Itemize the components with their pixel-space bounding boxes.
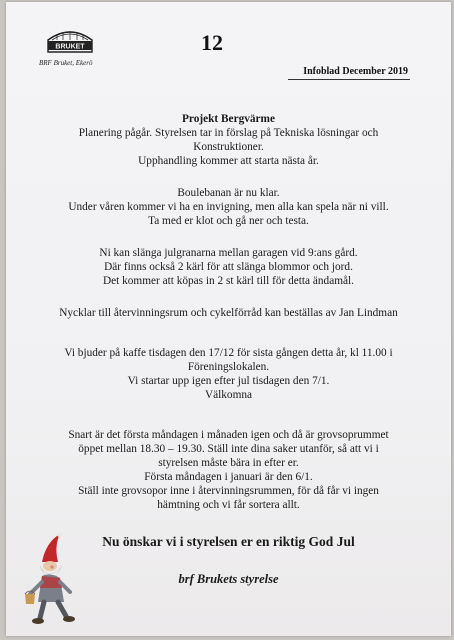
org-name: BRF Bruket, Ekerö <box>39 59 93 67</box>
waste-section <box>36 428 421 512</box>
boule-line: Ta med er klot och gå ner och testa. <box>148 215 309 227</box>
boule-section <box>36 186 421 228</box>
christmas-greeting: Nu önskar vi i styrelsen er en riktig God Jul <box>102 534 355 549</box>
waste-line: Första måndagen i januari är den 6/1. <box>144 471 313 483</box>
waste-line: Snart är det första måndagen i månaden igen och då är grovsoprummet <box>68 429 389 441</box>
christmas-tree-line: Det kommer att köpas in 2 st kärl till för detta ändamål. <box>103 275 354 287</box>
coffee-line: Vi bjuder på kaffe tisdagen den 17/12 för sista gången detta år, kl 11.00 i <box>64 347 393 359</box>
christmas-tree-line: Ni kan slänga julgranarna mellan garagen vid 9:ans gård. <box>99 247 358 259</box>
coffee-line: Föreningslokalen. <box>187 361 270 373</box>
coffee-section <box>36 346 421 402</box>
keys-line: Nycklar till återvinningsrum och cykelförråd kan beställas av Jan Lindman <box>59 307 398 319</box>
coffee-line: Vi startar upp igen efter jul tisdagen den 7/1. <box>127 375 330 387</box>
boule-line: Boulebanan är nu klar. <box>177 187 280 199</box>
project-line: Planering pågår. Styrelsen tar in förslag på Tekniska lösningar och <box>78 127 379 139</box>
newsletter-page <box>6 2 451 636</box>
project-heading: Projekt Bergvärme <box>182 113 275 125</box>
waste-line: styrelsen måste bära in efter er. <box>158 457 299 469</box>
keys-section <box>36 306 421 320</box>
issue-label: Infoblad December 2019 <box>303 66 408 77</box>
signature: brf Brukets styrelse <box>178 572 279 586</box>
waste-line: hämtning och vi får sortera allt. <box>157 499 300 511</box>
bruket-logo <box>44 26 96 58</box>
page-number: 12 <box>201 30 223 55</box>
project-section <box>36 112 421 168</box>
project-line: Konstruktioner. <box>193 141 264 153</box>
christmas-tree-section <box>36 246 421 288</box>
newsletter-body <box>36 112 421 586</box>
svg-text:BRUKET: BRUKET <box>55 43 85 51</box>
boule-line: Under våren kommer vi ha en invigning, men alla kan spela när ni vill. <box>68 201 389 213</box>
header-rule <box>288 79 410 80</box>
coffee-line: Välkomna <box>204 389 253 401</box>
christmas-tree-line: Där finns också 2 kärl för att slänga blommor och jord. <box>104 261 353 273</box>
christmas-gnome-icon <box>20 532 84 627</box>
project-line: Upphandling kommer att starta nästa år. <box>138 155 319 167</box>
waste-line: öppet mellan 18.30 – 19.30. Ställ inte dina saker utanför, så att vi i <box>78 443 379 455</box>
waste-line: Ställ inte grovsopor inne i återvinningsrummen, för då får vi ingen <box>78 485 379 497</box>
